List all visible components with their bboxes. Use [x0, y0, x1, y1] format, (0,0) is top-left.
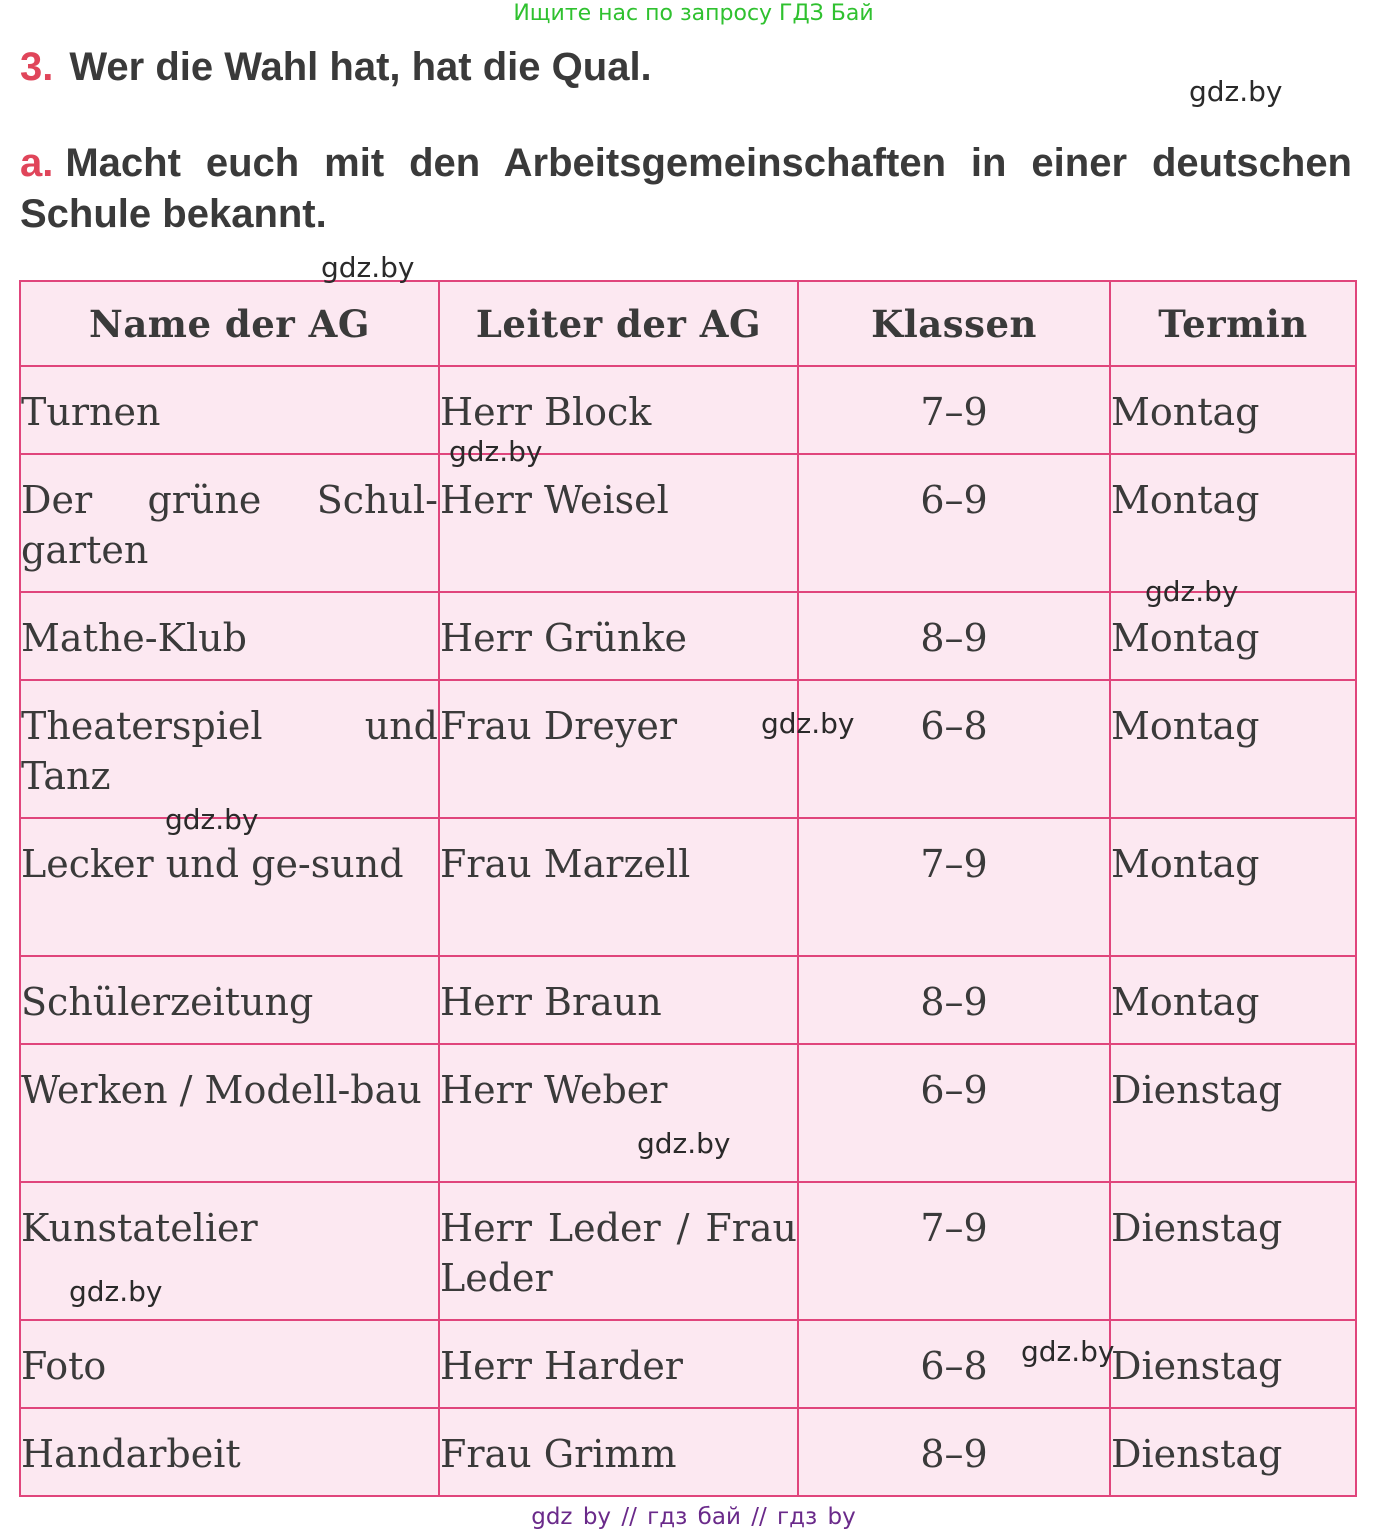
- cell-term: Montag: [1110, 454, 1356, 592]
- cell-term: Montag: [1110, 592, 1356, 680]
- cell-leader: Frau Marzell: [439, 818, 798, 956]
- cell-leader: Herr Leder / Frau Leder: [439, 1182, 798, 1320]
- cell-leader: Herr Weisel: [439, 454, 798, 592]
- cell-classes: 7–9: [798, 818, 1110, 956]
- table-row: [20, 1182, 1356, 1320]
- top-banner-link[interactable]: Ищите нас по запросу ГДЗ Бай: [513, 1, 874, 26]
- task-title-text: Wer die Wahl hat, hat die Qual.: [69, 45, 652, 89]
- cell-name: Foto: [20, 1320, 439, 1408]
- watermark: gdz.by: [321, 251, 415, 284]
- table-row: [20, 1408, 1356, 1496]
- cell-name: Der grüne Schul-garten: [20, 454, 439, 592]
- cell-name: Theaterspiel und Tanz: [20, 680, 439, 818]
- cell-classes: 6–8: [798, 680, 1110, 818]
- ag-table: [19, 280, 1357, 1497]
- cell-term: Dienstag: [1110, 1408, 1356, 1496]
- cell-name: Werken / Modell-bau: [20, 1044, 439, 1182]
- cell-term: Montag: [1110, 680, 1356, 818]
- watermark: gdz.by: [165, 803, 259, 836]
- watermark: gdz.by: [761, 707, 855, 740]
- cell-term: Montag: [1110, 366, 1356, 454]
- watermark: gdz.by: [1189, 75, 1283, 108]
- cell-leader: Herr Harder: [439, 1320, 798, 1408]
- table-row: [20, 1320, 1356, 1408]
- cell-name: Schülerzeitung: [20, 956, 439, 1044]
- task-number: 3.: [20, 45, 54, 89]
- cell-leader: Herr Block: [439, 366, 798, 454]
- cell-name: Mathe-Klub: [20, 592, 439, 680]
- cell-term: Montag: [1110, 818, 1356, 956]
- cell-term: Dienstag: [1110, 1182, 1356, 1320]
- watermark: gdz.by: [449, 435, 543, 468]
- cell-leader: Frau Dreyer: [439, 680, 798, 818]
- subtask-instruction: [20, 138, 1352, 240]
- cell-name: Kunstatelier: [20, 1182, 439, 1320]
- watermark: gdz.by: [637, 1127, 731, 1160]
- cell-classes: 6–9: [798, 454, 1110, 592]
- task-title: [20, 42, 652, 92]
- cell-classes: 6–8: [798, 1320, 1110, 1408]
- header-leader: Leiter der AG: [439, 281, 798, 366]
- subtask-letter: a.: [20, 141, 54, 185]
- cell-leader: Herr Braun: [439, 956, 798, 1044]
- cell-classes: 8–9: [798, 956, 1110, 1044]
- cell-name: Handarbeit: [20, 1408, 439, 1496]
- cell-classes: 6–9: [798, 1044, 1110, 1182]
- cell-leader: Herr Weber: [439, 1044, 798, 1182]
- cell-classes: 7–9: [798, 366, 1110, 454]
- table-row: [20, 1044, 1356, 1182]
- cell-name: Turnen: [20, 366, 439, 454]
- cell-classes: 8–9: [798, 1408, 1110, 1496]
- table-row: [20, 818, 1356, 956]
- cell-leader: Frau Grimm: [439, 1408, 798, 1496]
- table-row: [20, 680, 1356, 818]
- cell-term: Montag: [1110, 956, 1356, 1044]
- cell-classes: 7–9: [798, 1182, 1110, 1320]
- watermark: gdz.by: [1145, 575, 1239, 608]
- footer-links[interactable]: gdz by // гдз бай // гдз by: [531, 1504, 856, 1530]
- watermark: gdz.by: [1021, 1335, 1115, 1368]
- table-header-row: [20, 281, 1356, 366]
- table-row: [20, 454, 1356, 592]
- subtask-text: Macht euch mit den Arbeitsgemeinschaften in einer deutschen Schule bekannt.: [20, 141, 1352, 236]
- header-name: Name der AG: [20, 281, 439, 366]
- cell-name: Lecker und ge-sund: [20, 818, 439, 956]
- header-term: Termin: [1110, 281, 1356, 366]
- header-classes: Klassen: [798, 281, 1110, 366]
- table-row: [20, 956, 1356, 1044]
- table-row: [20, 366, 1356, 454]
- cell-term: Dienstag: [1110, 1044, 1356, 1182]
- cell-term: Dienstag: [1110, 1320, 1356, 1408]
- watermark: gdz.by: [69, 1275, 163, 1308]
- cell-classes: 8–9: [798, 592, 1110, 680]
- cell-leader: Herr Grünke: [439, 592, 798, 680]
